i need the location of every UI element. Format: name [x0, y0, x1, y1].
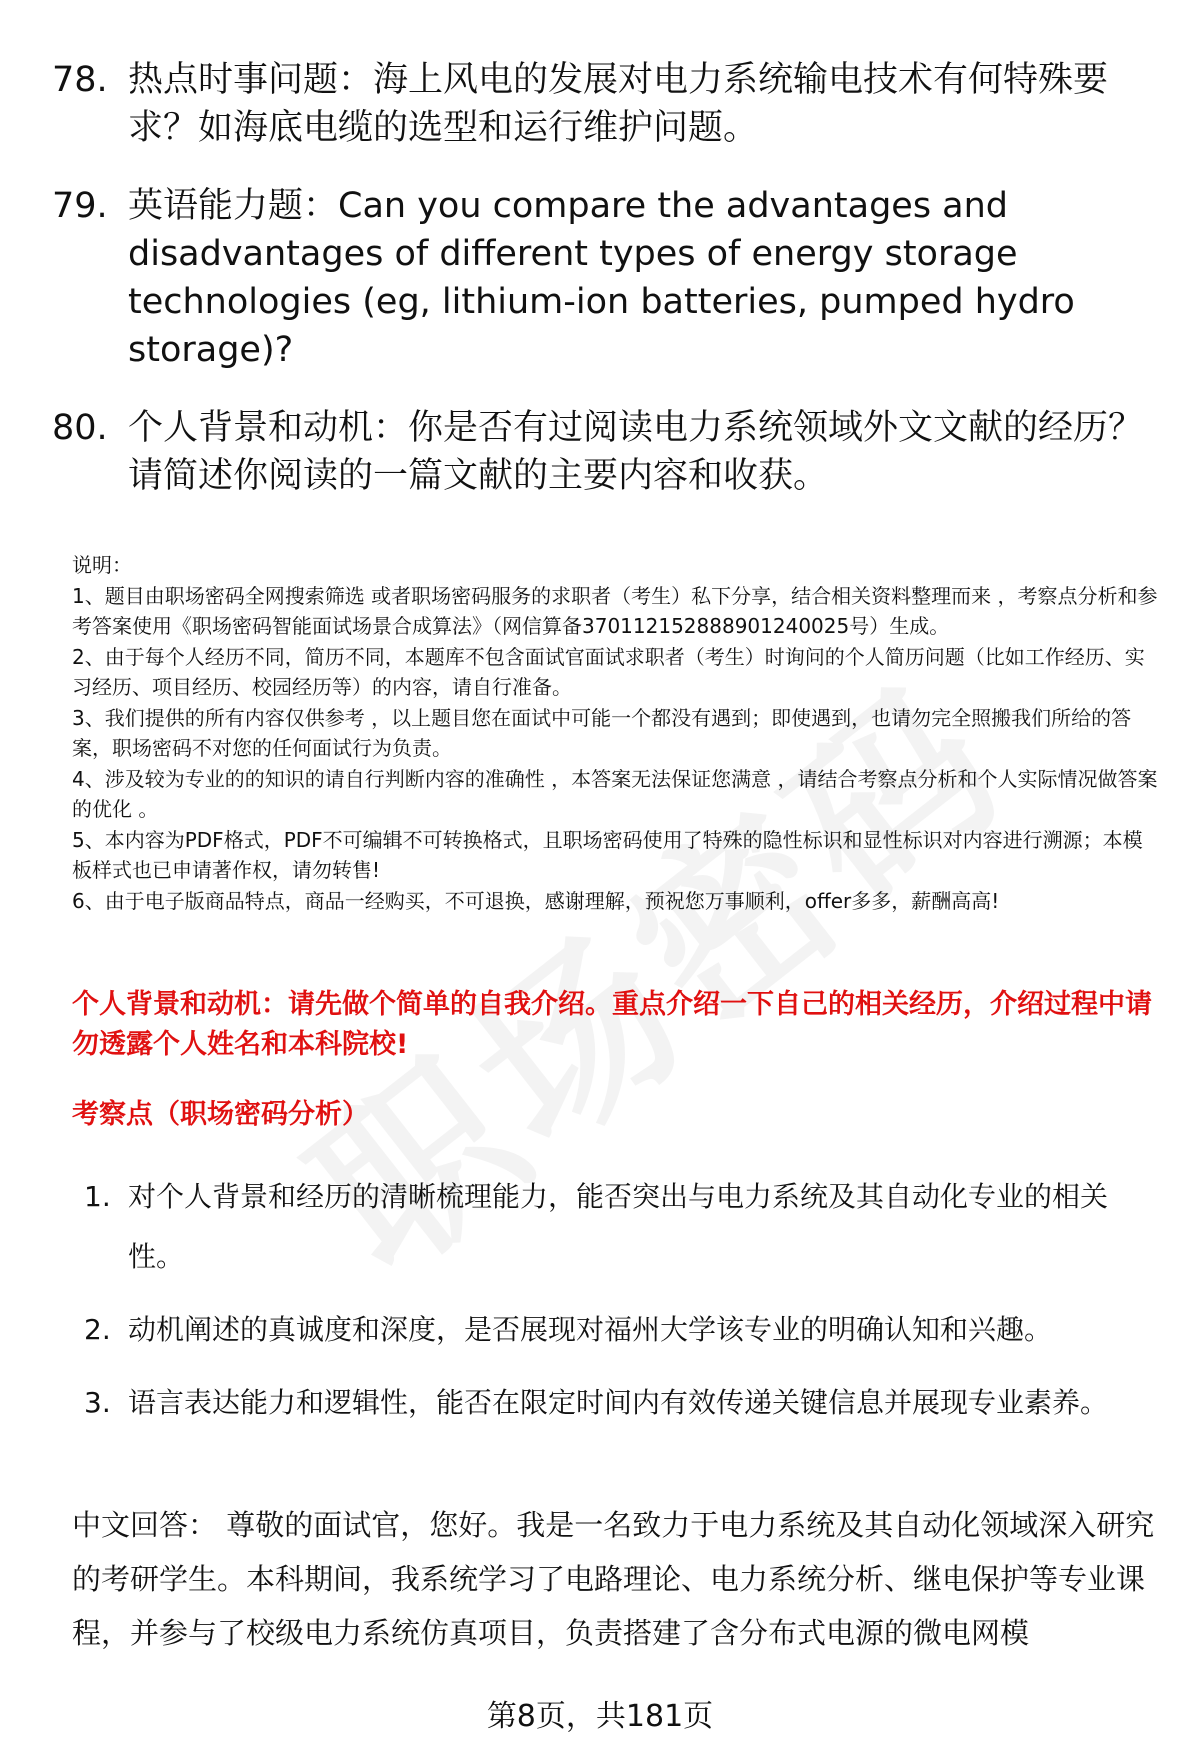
note-item: 4、涉及较为专业的的知识的请自行判断内容的准确性 ，本答案无法保证您满意 ，请结合考察点分析和个人实际情况做答案的优化 。	[72, 766, 1158, 821]
question-item	[0, 56, 1200, 152]
point-number: 2.	[84, 1313, 111, 1346]
analysis-points	[0, 1167, 1200, 1446]
answer-paragraph: 中文回答： 尊敬的面试官，您好。我是一名致力于电力系统及其自动化领域深入研究的考研学生。本科期间，我系统学习了电路理论、电力系统分析、继电保护等专业课程，并参与了校级电力系统仿真项目，负责搭建了含分布式电源的微电网模	[72, 1508, 1155, 1650]
note-item: 5、本内容为PDF格式，PDF不可编辑不可转换格式，且职场密码使用了特殊的隐性标识和显性标识对内容进行溯源；本模板样式也已申请著作权，请勿转售!	[72, 827, 1143, 882]
note-item: 3、我们提供的所有内容仅供参考 ，以上题目您在面试中可能一个都没有遇到；即使遇到，也请勿完全照搬我们所给的答案，职场密码不对您的任何面试行为负责。	[72, 705, 1132, 760]
analysis-point	[0, 1373, 1200, 1433]
analysis-point	[0, 1167, 1200, 1287]
point-text: 语言表达能力和逻辑性，能否在限定时间内有效传递关键信息并展现专业素养。	[128, 1386, 1109, 1419]
analysis-point	[0, 1300, 1200, 1360]
question-number: 78.	[52, 60, 108, 100]
point-number: 3.	[84, 1386, 111, 1419]
section-heading: 个人背景和动机：请先做个简单的自我介绍。重点介绍一下自己的相关经历，介绍过程中请勿透露个人姓名和本科院校!	[72, 989, 1152, 1060]
disclaimer-notes	[72, 550, 1162, 916]
point-text: 动机阐述的真诚度和深度，是否展现对福州大学该专业的明确认知和兴趣。	[128, 1313, 1053, 1346]
question-item	[0, 404, 1200, 500]
question-text: 热点时事问题：海上风电的发展对电力系统输电技术有何特殊要求？如海底电缆的选型和运行维护问题。	[128, 60, 1109, 148]
analysis-heading: 考察点（职场密码分析）	[72, 1099, 369, 1130]
note-item: 1、题目由职场密码全网搜索筛选 或者职场密码服务的求职者（考生）私下分享，结合相关资料整理而来 ，考察点分析和参考答案使用《职场密码智能面试场景合成算法》（网信算备370112152888901240025号）生成。	[72, 583, 1158, 638]
point-number: 1.	[84, 1180, 111, 1213]
question-number: 80.	[52, 408, 108, 448]
question-text: 英语能力题：Can you compare the advantages and disadvantages of different types of energy storage technologies (eg, lithium-ion batteries, pumped hydro storage)?	[128, 186, 1075, 370]
note-item: 6、由于电子版商品特点，商品一经购买，不可退换，感谢理解，预祝您万事顺利，offer多多，薪酬高高!	[72, 888, 1000, 913]
question-list	[0, 56, 1200, 530]
point-text: 对个人背景和经历的清晰梳理能力，能否突出与电力系统及其自动化专业的相关性。	[128, 1180, 1109, 1273]
question-item	[0, 182, 1200, 374]
question-number: 79.	[52, 186, 108, 226]
note-item: 2、由于每个人经历不同，简历不同，本题库不包含面试官面试求职者（考生）时询问的个人简历问题（比如工作经历、实习经历、项目经历、校园经历等）的内容，请自行准备。	[72, 644, 1145, 699]
notes-title: 说明：	[72, 553, 132, 577]
page-number: 第8页，共181页	[486, 1699, 714, 1734]
question-text: 个人背景和动机：你是否有过阅读电力系统领域外文文献的经历？请简述你阅读的一篇文献的主要内容和收获。	[128, 408, 1144, 496]
